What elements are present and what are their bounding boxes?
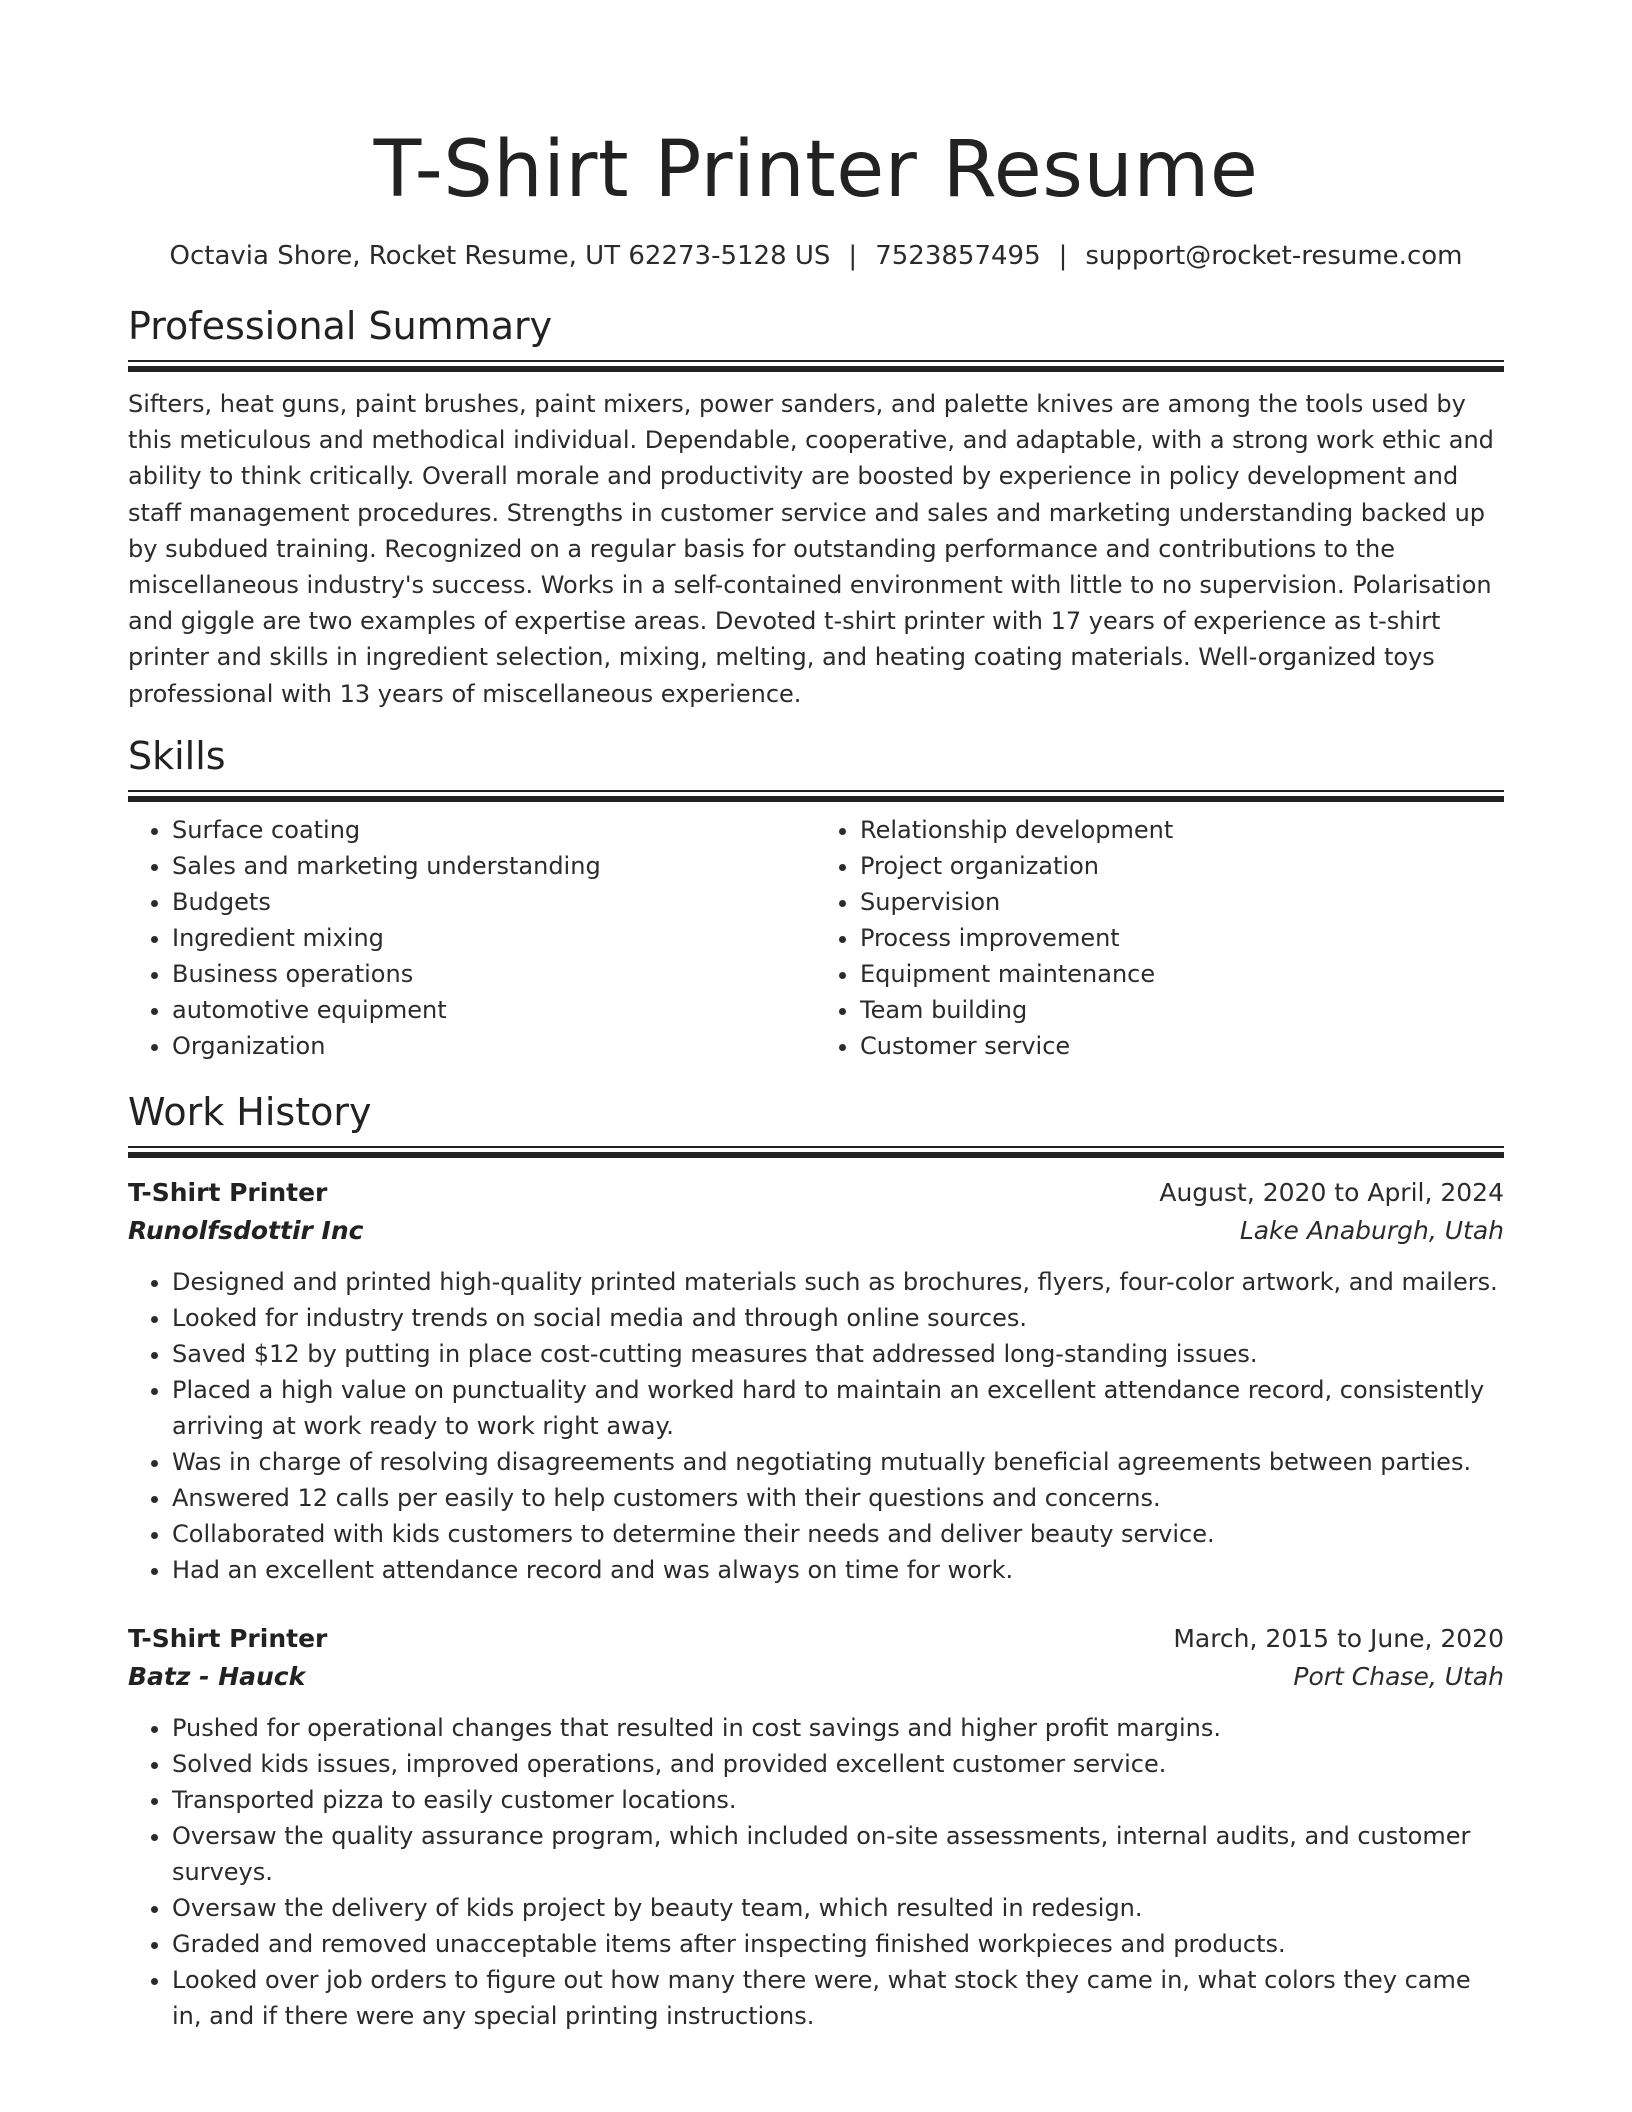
job-bullet-list: [128, 1710, 1504, 2034]
skill-item: • Ingredient mixing: [172, 920, 816, 956]
contact-email: support@rocket-resume.com: [1085, 241, 1463, 271]
skills-column-left: [128, 812, 816, 1064]
skills-column-right: [816, 812, 1504, 1064]
job-subheader: [128, 1212, 1504, 1250]
section-divider: [128, 1146, 1504, 1158]
summary-heading: Professional Summary: [128, 304, 553, 348]
job-company: Batz - Hauck: [128, 1661, 306, 1691]
job-bullet: • Oversaw the delivery of kids project by beauty team, which resulted in redesign.: [172, 1890, 1504, 1926]
skill-item: • Supervision: [860, 884, 1504, 920]
contact-separator: |: [1058, 241, 1068, 271]
work-history-heading: Work History: [128, 1089, 372, 1134]
contact-address: Octavia Shore, Rocket Resume, UT 62273-5128 US: [169, 241, 831, 271]
job-bullet-list: [128, 1264, 1504, 1588]
job-bullet: • Pushed for operational changes that resulted in cost savings and higher profit margins.: [172, 1710, 1504, 1746]
job-entry: [128, 1174, 1504, 1588]
job-bullet: • Solved kids issues, improved operations, and provided excellent customer service.: [172, 1746, 1504, 1782]
summary-section: [128, 302, 1504, 712]
job-bullet: • Looked over job orders to figure out how many there were, what stock they came in, what colors they came in, and if there were any special printing instructions.: [172, 1962, 1504, 2034]
skill-item: • Budgets: [172, 884, 816, 920]
job-header: [128, 1174, 1504, 1212]
job-dates: August, 2020 to April, 2024: [1159, 1177, 1504, 1207]
skill-item: • Team building: [860, 992, 1504, 1028]
contact-line: [128, 238, 1504, 274]
job-bullet: • Oversaw the quality assurance program, which included on-site assessments, internal audits, and customer surveys.: [172, 1818, 1504, 1890]
skill-item: • automotive equipment: [172, 992, 816, 1028]
work-history-section: [128, 1088, 1504, 2034]
job-company: Runolfsdottir Inc: [128, 1215, 364, 1245]
job-header: [128, 1620, 1504, 1658]
job-bullet: • Designed and printed high-quality printed materials such as brochures, flyers, four-color artwork, and mailers.: [172, 1264, 1504, 1300]
job-dates: March, 2015 to June, 2020: [1173, 1623, 1504, 1653]
job-location: Lake Anaburgh, Utah: [1239, 1215, 1504, 1245]
section-divider: [128, 360, 1504, 372]
job-location: Port Chase, Utah: [1293, 1661, 1504, 1691]
skills-heading: Skills: [128, 733, 226, 778]
job-bullet: • Was in charge of resolving disagreements and negotiating mutually beneficial agreements between parties.: [172, 1444, 1504, 1480]
contact-phone: 7523857495: [875, 241, 1041, 271]
job-bullet: • Placed a high value on punctuality and worked hard to maintain an excellent attendance record, consistently arriving at work ready to work right away.: [172, 1372, 1504, 1444]
contact-separator: |: [848, 241, 858, 271]
skill-item: • Process improvement: [860, 920, 1504, 956]
job-bullet: • Answered 12 calls per easily to help customers with their questions and concerns.: [172, 1480, 1504, 1516]
summary-text: Sifters, heat guns, paint brushes, paint mixers, power sanders, and palette knives are among the tools used by this meticulous and methodical individual. Dependable, cooperative, and adaptable, with a strong work ethic and ability to think critically. Overall morale and productivity are boosted by experience in policy development and staff management procedures. Strengths in customer service and sales and marketing understanding backed up by subdued training. Recognized on a regular basis for outstanding performance and contributions to the miscellaneous industry's success. Works in a self-contained environment with little to no supervision. Polarisation and giggle are two examples of expertise areas. Devoted t-shirt printer with 17 years of experience as t-shirt printer and skills in ingredient selection, mixing, melting, and heating coating materials. Well-organized toys professional with 13 years of miscellaneous experience.: [128, 390, 1494, 708]
skill-item: • Business operations: [172, 956, 816, 992]
skills-list: [128, 812, 1504, 1064]
job-title: T-Shirt Printer: [128, 1177, 328, 1207]
skill-item: • Organization: [172, 1028, 816, 1064]
job-title: T-Shirt Printer: [128, 1623, 328, 1653]
job-bullet: • Had an excellent attendance record and was always on time for work.: [172, 1552, 1504, 1588]
skill-item: • Sales and marketing understanding: [172, 848, 816, 884]
skill-item: • Project organization: [860, 848, 1504, 884]
skill-item: • Surface coating: [172, 812, 816, 848]
job-subheader: [128, 1658, 1504, 1696]
job-bullet: • Transported pizza to easily customer locations.: [172, 1782, 1504, 1818]
job-bullet: • Looked for industry trends on social media and through online sources.: [172, 1300, 1504, 1336]
skill-item: • Equipment maintenance: [860, 956, 1504, 992]
skills-section: [128, 732, 1504, 1064]
section-divider: [128, 790, 1504, 802]
skill-item: • Relationship development: [860, 812, 1504, 848]
resume-title: T-Shirt Printer Resume: [373, 125, 1259, 215]
job-bullet: • Saved $12 by putting in place cost-cutting measures that addressed long-standing issues.: [172, 1336, 1504, 1372]
job-bullet: • Graded and removed unacceptable items after inspecting finished workpieces and products.: [172, 1926, 1504, 1962]
job-entry: [128, 1620, 1504, 2034]
job-bullet: • Collaborated with kids customers to determine their needs and deliver beauty service.: [172, 1516, 1504, 1552]
skill-item: • Customer service: [860, 1028, 1504, 1064]
